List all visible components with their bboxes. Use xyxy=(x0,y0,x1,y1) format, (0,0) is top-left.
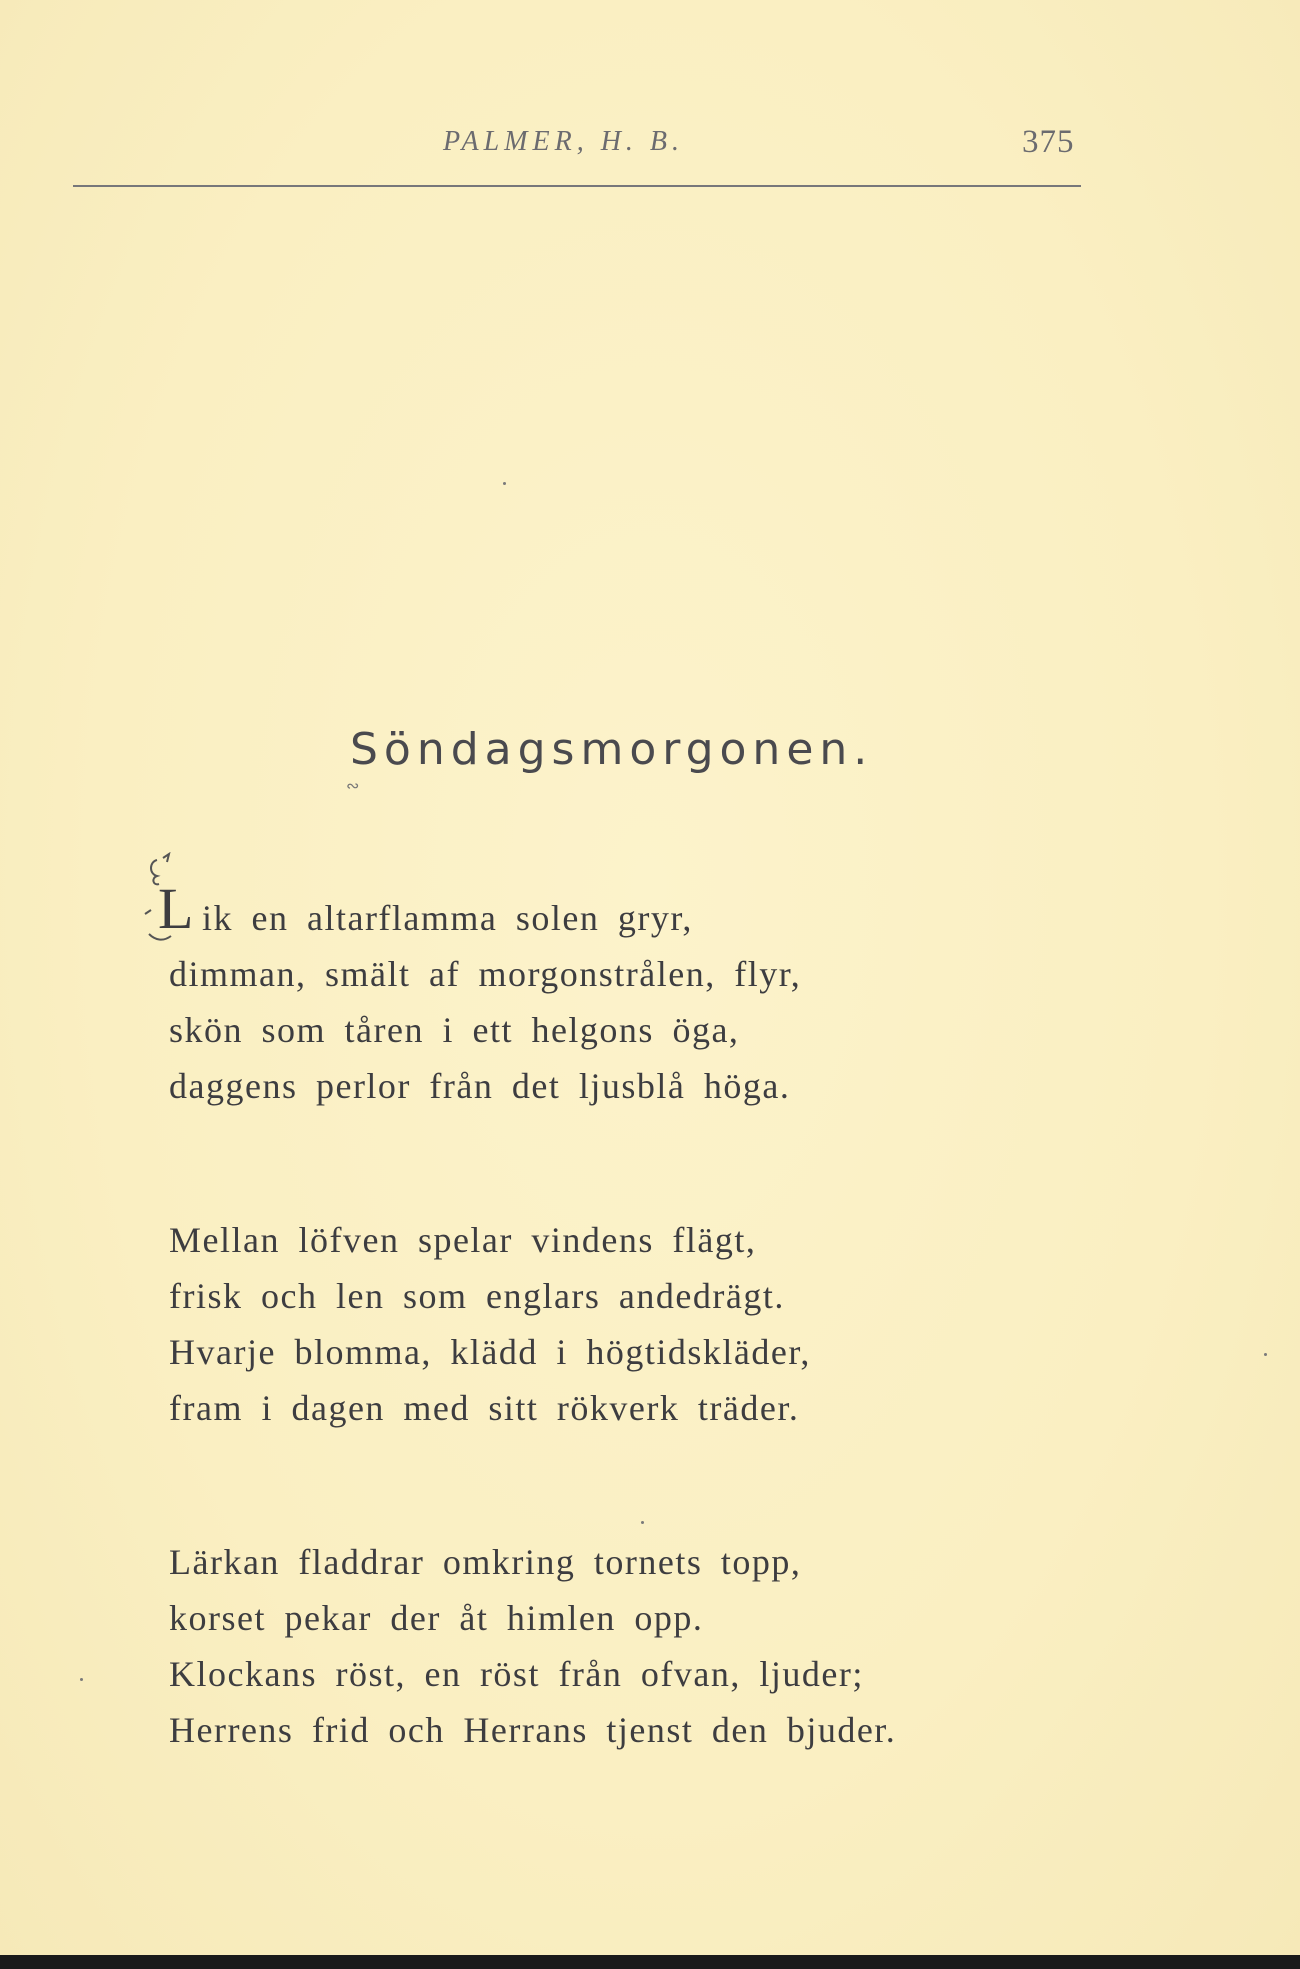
paper-speck xyxy=(503,482,506,485)
poem-line: Lärkan fladdrar omkring tornets topp, xyxy=(169,1542,802,1582)
poem-line: frisk och len som englars andedrägt. xyxy=(169,1276,785,1316)
poem-line: dimman, smält af morgonstrålen, flyr, xyxy=(169,954,802,994)
poem-line: fram i dagen med sitt rökverk träder. xyxy=(169,1388,800,1428)
poem-line: skön som tåren i ett helgons öga, xyxy=(169,1010,740,1050)
scan-bottom-edge xyxy=(0,1955,1300,1969)
title-flourish-ornament: ∾ xyxy=(346,778,360,795)
paper-speck xyxy=(80,1678,83,1681)
header-rule xyxy=(73,185,1081,187)
poem-line: Klockans röst, en röst från ofvan, ljuder; xyxy=(169,1654,864,1694)
running-head: PALMER, H. B. xyxy=(443,126,685,157)
poem-line: korset pekar der åt himlen opp. xyxy=(169,1598,704,1638)
drop-cap-letter: L xyxy=(158,876,193,941)
paper-speck xyxy=(1264,1353,1267,1356)
stanza xyxy=(169,1534,1219,1758)
poem-line: Herrens frid och Herrans tjenst den bjuder. xyxy=(169,1710,897,1750)
stanza xyxy=(169,1212,1219,1436)
stanza xyxy=(169,890,1219,1114)
poem-title: Söndagsmorgonen. xyxy=(350,724,874,775)
poem-body xyxy=(169,890,1219,1856)
poem-line: Mellan löfven spelar vindens flägt, xyxy=(169,1220,757,1260)
paper-speck xyxy=(641,1521,644,1524)
poem-line: daggens perlor från det ljusblå höga. xyxy=(169,1066,791,1106)
poem-line: ik en altarflamma solen gryr, xyxy=(202,898,693,938)
poem-line: Hvarje blomma, klädd i högtidskläder, xyxy=(169,1332,811,1372)
page-number: 375 xyxy=(1022,124,1075,160)
